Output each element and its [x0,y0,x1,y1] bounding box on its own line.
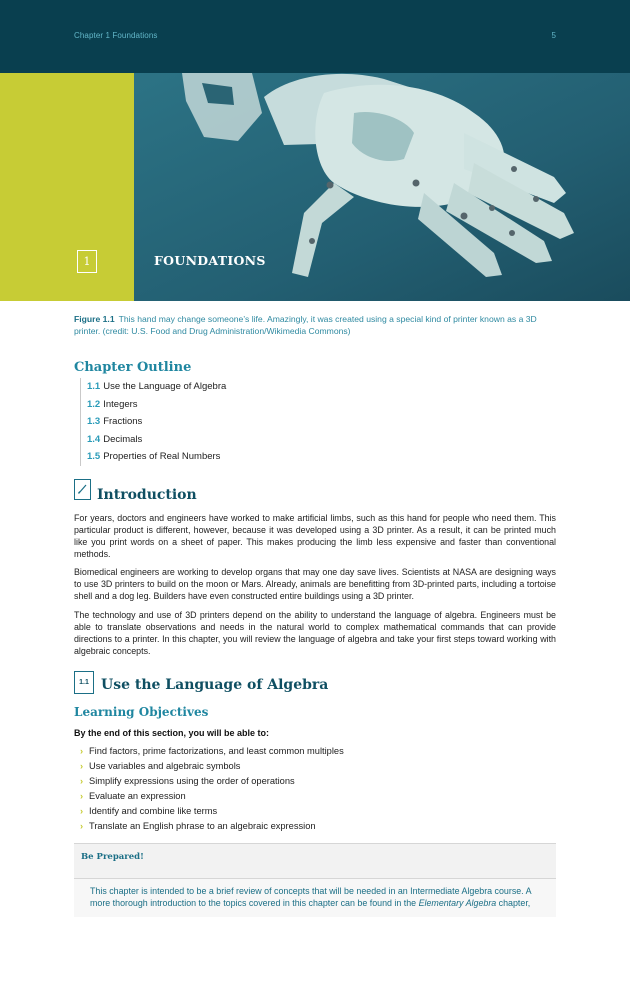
objective-item: › Translate an English phrase to an algebraic expression [80,819,344,834]
outline-item-label: Fractions [103,416,143,428]
outline-item[interactable] [87,378,226,396]
intro-paragraph-2: Biomedical engineers are working to develop organs that may one day save lives. Scientists at NASA are designing ways to use 3D printers to build on the moon or Mars. Already, animals are benefitting from 3D-printed parts, including a tortoise shell and a dog leg. Builders have even constructed entire buildings using a 3D printer. [74,567,556,602]
objective-item: › Simplify expressions using the order of operations [80,774,344,789]
figure-caption [74,314,554,337]
outline-item-number: 1.5 [87,451,101,463]
learning-objectives-heading: Learning Objectives [74,705,209,719]
chapter-outline-title: Chapter Outline [74,360,192,375]
outline-item[interactable] [87,396,226,414]
outline-item-number: 1.4 [87,433,101,445]
intro-paragraph-3: The technology and use of 3D printers depend on the ability to understand the language of algebra. Engineers must be able to translate observations and needs in the natural world to complex mathematical commands that can provide directions to a printer. In this chapter, you will review the language of algebra and take your first steps toward working with algebraic concepts. [74,610,556,657]
section-number-box: 1.1 [74,671,94,694]
figure-caption-text: This hand may change someone’s life. Amazingly, it was created using a special kind of printer known as a 3D printer. (credit: U.S. Food and Drug Administration/Wikimedia Commons) [74,314,537,336]
chapter-number-box: 1 [77,250,97,273]
be-prepared-label: Be Prepared! [81,852,144,862]
objective-item: › Identify and combine like terms [80,804,344,819]
be-prepared-header [74,843,556,879]
be-prepared-text-start: This chapter is intended to be a brief review of concepts that will be needed in an Intermediate Algebra course. A more thorough introduction to the topics covered in this chapter can be found in the [90,886,532,909]
outline-item[interactable] [87,413,226,431]
outline-item-number: 1.1 [87,381,101,392]
objective-item: › Use variables and algebraic symbols [80,759,344,774]
introduction-pencil-icon [74,479,91,500]
outline-item-label: Use the Language of Algebra [103,381,227,392]
figure-label: Figure 1.1 [74,314,115,324]
running-head: Chapter 1 Foundations [74,31,158,40]
chapter-outline-list [80,378,226,466]
intro-paragraph-1: For years, doctors and engineers have worked to make artificial limbs, such as this hand for people who need them. This particular product is different, however, because it was developed using a 3D printer. As a result, it can be printed much like you print words on a sheet of paper. This makes producing the limb less expensive and faster than conventional methods. [74,513,556,560]
lime-accent-block [0,73,134,301]
objective-item: › Find factors, prime factorizations, and least common multiples [80,744,344,759]
be-prepared-text-end: chapter, [496,898,531,909]
outline-item-number: 1.2 [87,398,101,410]
outline-item-number: 1.3 [87,416,101,428]
learning-objectives-list [80,744,344,835]
outline-item[interactable] [87,431,226,449]
be-prepared-text [90,885,540,910]
chapter-title: FOUNDATIONS [154,253,266,268]
objective-item: › Evaluate an expression [80,789,344,804]
introduction-heading: Introduction [97,487,197,503]
outline-item-label: Properties of Real Numbers [103,451,221,463]
outline-item-label: Decimals [103,433,143,445]
outline-item-label: Integers [103,398,138,410]
outline-item[interactable] [87,448,226,466]
learning-objectives-intro: By the end of this section, you will be able to: [74,728,270,738]
page-number: 5 [551,31,556,40]
chapter-hero [0,73,630,301]
section-heading: Use the Language of Algebra [101,677,329,693]
be-prepared-book-title[interactable]: Elementary Algebra [418,898,497,909]
